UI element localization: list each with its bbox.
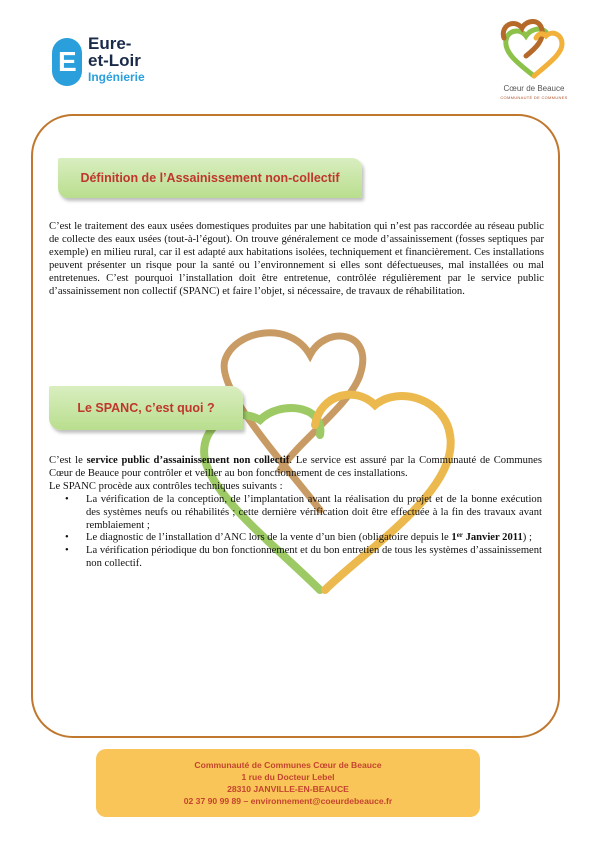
list-item-text: La vérification périodique du bon fonctionnement et du bon entretien de tous les systèmes d’assainissement non collectif. [86,545,543,570]
logo-subtitle: COMMUNAUTÉ DE COMMUNES [500,95,568,100]
logo-line-3: Ingénierie [88,70,145,84]
spanc-lead: Le SPANC procède aux contrôles techniques suivants : [49,480,283,492]
footer-organization: Communauté de Communes Cœur de Beauce [194,760,382,770]
logo-badge [52,38,82,86]
bullet-icon: • [65,493,69,505]
logo-line-1: Eure- [88,34,132,53]
spanc-content [49,455,542,571]
date-sup: er [456,531,463,540]
list-item [65,493,542,533]
list-item [65,531,542,545]
list-item-text: La vérification de la conception, de l’implantation avant la réalisation du projet et de la bonne exécution des systèmes neufs ou réhabilités ; cette dernière vérification doit être effectuée à la fin des travaux avant remblaiement ; [86,493,542,531]
date-day: 1 [451,532,457,544]
definition-paragraph: C’est le traitement des eaux usées domestiques produites par une habitation qui n’est pas raccordée au réseau public de collecte des eaux usées (tout-à-l’égout). On trouve généralement ce mode d’assainissement (fosses septiques par exemple) en milieu rural, car il est adapté aux habitations isolées, techniquement et financièrement. Ces installations peuvent présenter un risque pour la santé ou l’environnement si elles sont défectueuses, mal installées ou mal entretenues. C’est pourquoi l’installation doit être entretenue, contrôlée régulièrement par le service public d’assainissement non collectif (SPANC) et faire l’objet, si nécessaire, de travaux de réhabilitation. [49,221,544,297]
logo-line-2: et-Loir [88,51,141,70]
section-title-definition: Définition de l’Assainissement non-collectif [58,158,362,198]
footer-contact: 02 37 90 99 89 – environnement@coeurdebeauce.fr [183,796,393,806]
list-item-bold-date [451,532,522,543]
spanc-intro-bold: service public d’assainissement non collectif [86,455,290,466]
footer-street: 1 rue du Docteur Lebel [241,772,335,782]
footer-city: 28310 JANVILLE-EN-BEAUCE [227,784,349,794]
spanc-intro-suffix: . Le service est assuré par la Communauté de Communes Cœur de Beauce pour contrôler et veiller au bon fonctionnement de ces installations. [49,455,542,479]
bullet-icon: • [65,532,69,544]
spanc-intro [49,455,542,481]
list-item-text-suffix: ) ; [522,532,532,544]
list-item-text-prefix: Le diagnostic de l’installation d’ANC lors de la vente d’un bien (obligatoire depuis le [86,532,452,544]
controls-list [49,494,542,571]
list-item [65,545,543,571]
eure-et-loir-ingenierie-logo [52,34,172,90]
section-title-spanc: Le SPANC, c’est quoi ? [49,386,243,430]
logo-badge-glyph: E [58,46,77,77]
bullet-icon: • [65,545,69,557]
contact-footer [96,749,480,817]
coeur-de-beauce-logo [496,18,572,110]
coeur-de-beauce-heart-icon [496,18,572,84]
logo-name: Cœur de Beauce [503,84,565,93]
spanc-intro-prefix: C’est le [49,455,87,466]
date-month: Janvier 2011 [462,532,523,544]
